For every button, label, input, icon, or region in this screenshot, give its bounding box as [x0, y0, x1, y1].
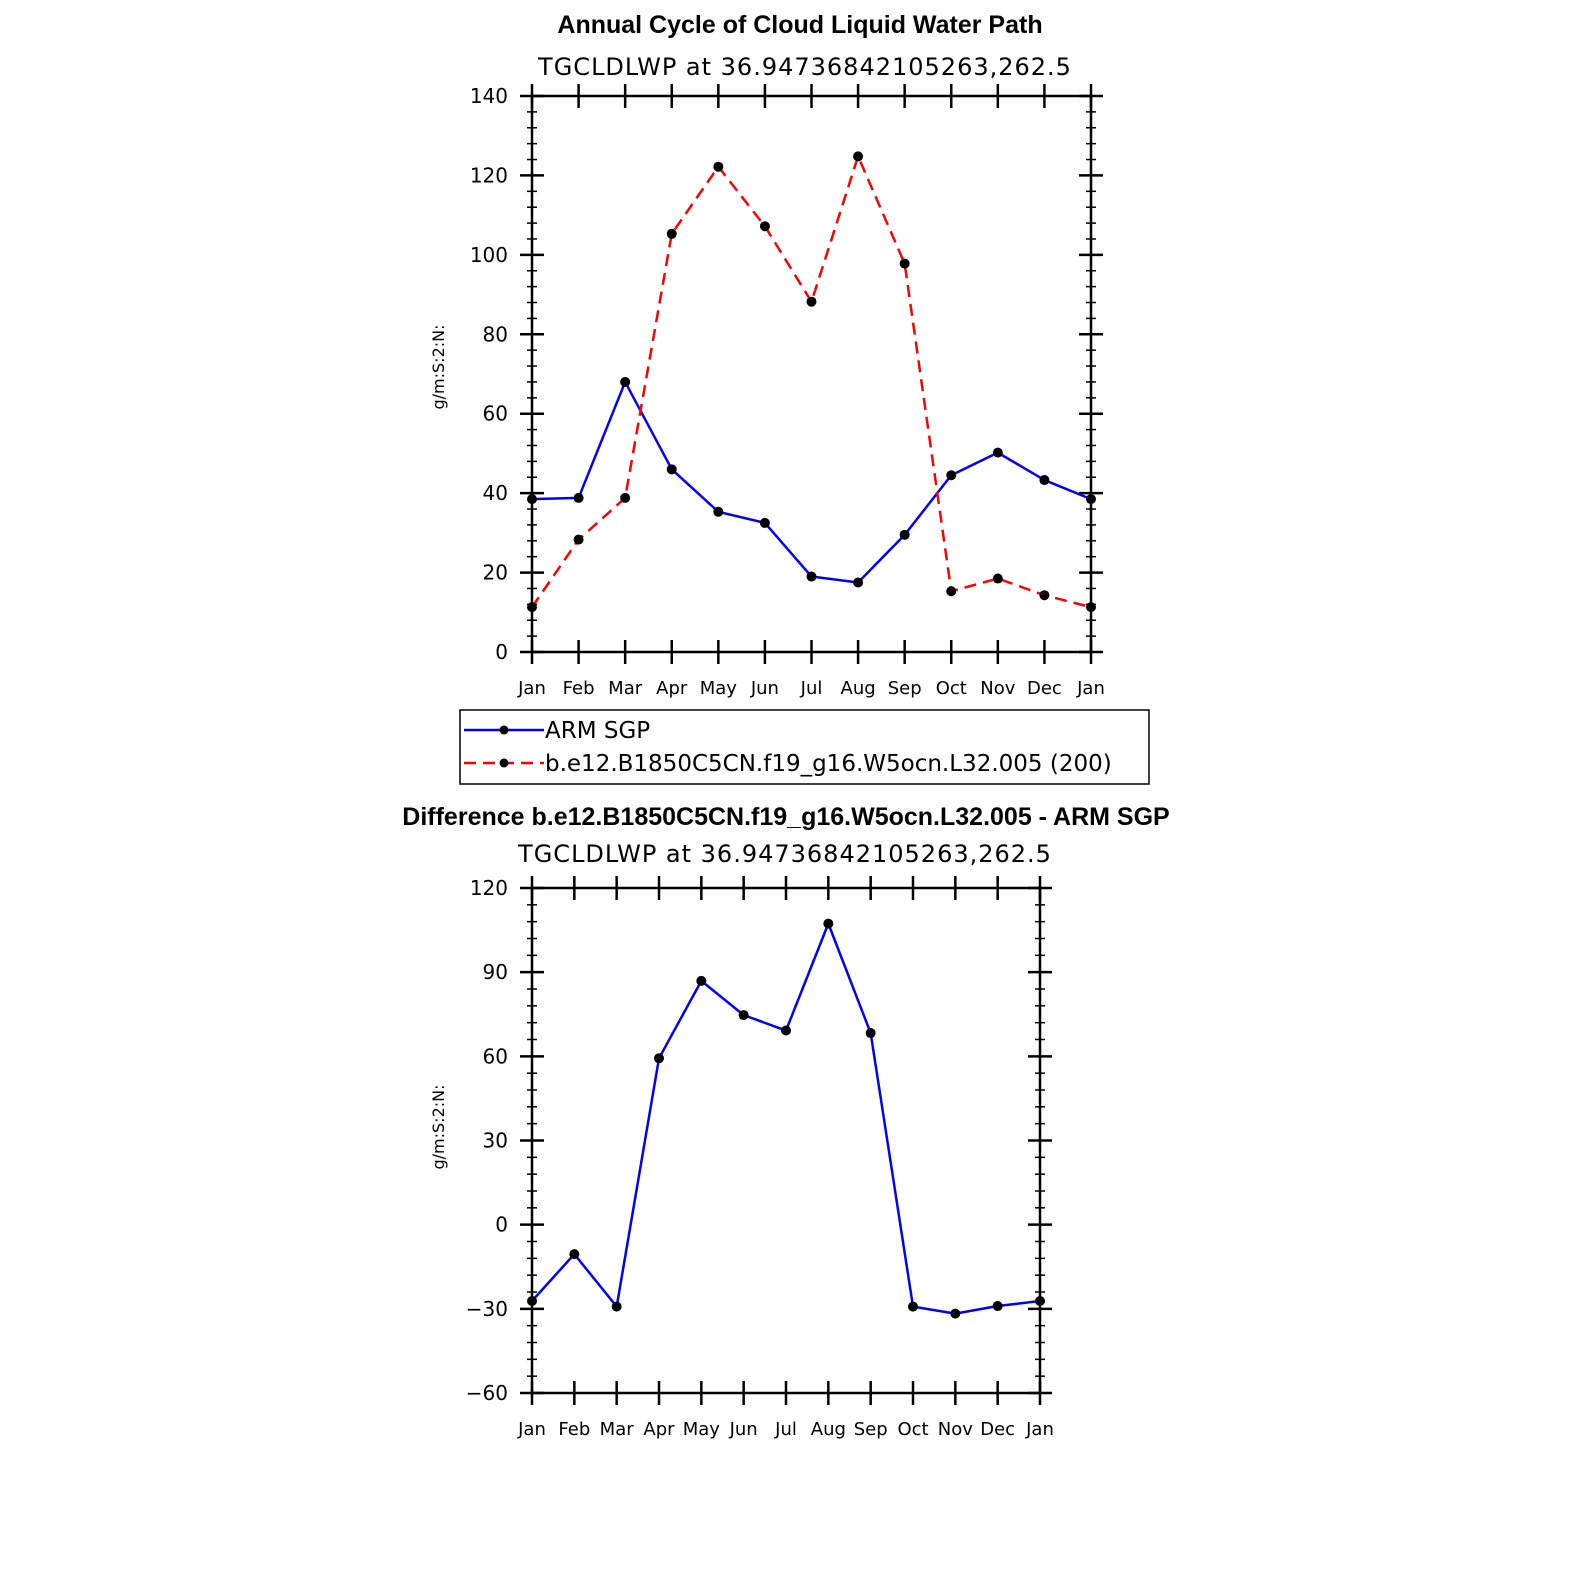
legend: [460, 710, 1149, 784]
y-axis-label: g/m:S:2:N:: [429, 1084, 448, 1170]
y-tick-label: 140: [469, 84, 508, 108]
data-point: [1035, 1296, 1045, 1306]
y-tick-label: −60: [465, 1381, 508, 1405]
x-tick-label: Aug: [840, 678, 876, 699]
y-tick-label: 120: [469, 163, 508, 188]
data-point: [667, 229, 677, 239]
data-point: [993, 1301, 1003, 1311]
data-point: [946, 586, 956, 596]
plot-frame: [532, 888, 1040, 1393]
data-point: [760, 518, 770, 528]
data-point: [900, 530, 910, 540]
data-point: [667, 464, 677, 474]
x-tick-label: Feb: [558, 1419, 591, 1440]
data-point: [807, 297, 817, 307]
y-tick-label: 30: [482, 1128, 508, 1153]
y-tick-label: 80: [482, 322, 508, 347]
data-point: [760, 221, 770, 231]
data-point: [1039, 590, 1049, 600]
x-tick-label: Jun: [750, 678, 779, 699]
data-point: [823, 919, 833, 929]
plot-frame: [532, 96, 1091, 652]
x-tick-label: Sep: [887, 678, 922, 699]
chart-subtitle: TGCLDLWP at 36.94736842105263,262.5: [538, 53, 1072, 81]
x-tick-label: Jan: [518, 678, 546, 699]
series-line-1: [532, 156, 1091, 607]
data-point: [908, 1302, 918, 1312]
data-point: [1086, 494, 1096, 504]
y-tick-label: 40: [482, 481, 508, 506]
x-tick-label: Mar: [608, 678, 643, 699]
legend-marker-model: [500, 759, 509, 768]
data-point: [739, 1010, 749, 1020]
data-point: [620, 493, 630, 503]
y-tick-label: 0: [495, 640, 508, 664]
difference-chart: [402, 803, 1169, 1440]
y-tick-label: 90: [482, 960, 508, 985]
data-point: [946, 470, 956, 480]
annual-cycle-chart: [429, 11, 1105, 699]
x-tick-label: Aug: [810, 1419, 846, 1440]
x-tick-label: May: [699, 678, 737, 699]
data-point: [853, 151, 863, 161]
x-tick-label: Mar: [599, 1419, 634, 1440]
legend-marker-arm-sgp: [500, 726, 509, 735]
data-point: [569, 1249, 579, 1259]
data-point: [950, 1309, 960, 1319]
y-tick-label: 60: [482, 1044, 508, 1069]
y-tick-label: 100: [469, 242, 508, 267]
legend-label-model: b.e12.B1850C5CN.f19_g16.W5ocn.L32.005 (200): [545, 751, 1112, 777]
series-line-0: [532, 924, 1040, 1314]
data-point: [900, 259, 910, 269]
plot-area: [466, 876, 1054, 1440]
legend-label-arm-sgp: ARM SGP: [545, 718, 651, 744]
data-point: [574, 535, 584, 545]
data-point: [527, 494, 537, 504]
data-point: [866, 1028, 876, 1038]
x-tick-label: Nov: [980, 678, 1016, 699]
x-tick-label: Oct: [897, 1419, 929, 1440]
x-tick-label: Jun: [729, 1419, 758, 1440]
plot-area: [470, 84, 1105, 699]
data-point: [993, 448, 1003, 458]
data-point: [1039, 475, 1049, 485]
y-tick-label: 60: [482, 401, 508, 426]
chart-title: Annual Cycle of Cloud Liquid Water Path: [557, 11, 1043, 39]
data-point: [620, 377, 630, 387]
data-point: [853, 578, 863, 588]
x-tick-label: Feb: [562, 678, 595, 699]
data-point: [993, 574, 1003, 584]
series-line-0: [532, 382, 1091, 583]
x-tick-label: Apr: [643, 1419, 675, 1440]
data-point: [527, 602, 537, 612]
data-point: [527, 1296, 537, 1306]
data-point: [654, 1053, 664, 1063]
data-point: [713, 162, 723, 172]
x-tick-label: Jan: [1026, 1419, 1054, 1440]
data-point: [781, 1026, 791, 1036]
x-tick-label: May: [682, 1419, 720, 1440]
x-tick-label: Jan: [518, 1419, 546, 1440]
y-tick-label: 20: [482, 560, 508, 585]
chart-subtitle: TGCLDLWP at 36.94736842105263,262.5: [518, 840, 1052, 868]
y-axis-label: g/m:S:2:N:: [429, 324, 448, 410]
data-point: [574, 493, 584, 503]
x-tick-label: Nov: [937, 1419, 973, 1440]
x-tick-label: Oct: [935, 678, 967, 699]
x-tick-label: Dec: [1026, 678, 1062, 699]
x-tick-label: Dec: [980, 1419, 1016, 1440]
x-tick-label: Sep: [853, 1419, 888, 1440]
y-tick-label: 120: [469, 876, 508, 900]
chart-title: Difference b.e12.B1850C5CN.f19_g16.W5ocn.L32.005 - ARM SGP: [402, 803, 1170, 831]
y-tick-label: −30: [465, 1296, 508, 1321]
data-point: [696, 976, 706, 986]
x-tick-label: Jul: [775, 1419, 797, 1440]
x-tick-label: Apr: [656, 678, 688, 699]
data-point: [807, 572, 817, 582]
y-tick-label: 0: [495, 1212, 508, 1237]
data-point: [612, 1302, 622, 1312]
data-point: [713, 507, 723, 517]
x-tick-label: Jul: [800, 678, 823, 699]
data-point: [1086, 602, 1096, 612]
x-tick-label: Jan: [1077, 678, 1105, 699]
